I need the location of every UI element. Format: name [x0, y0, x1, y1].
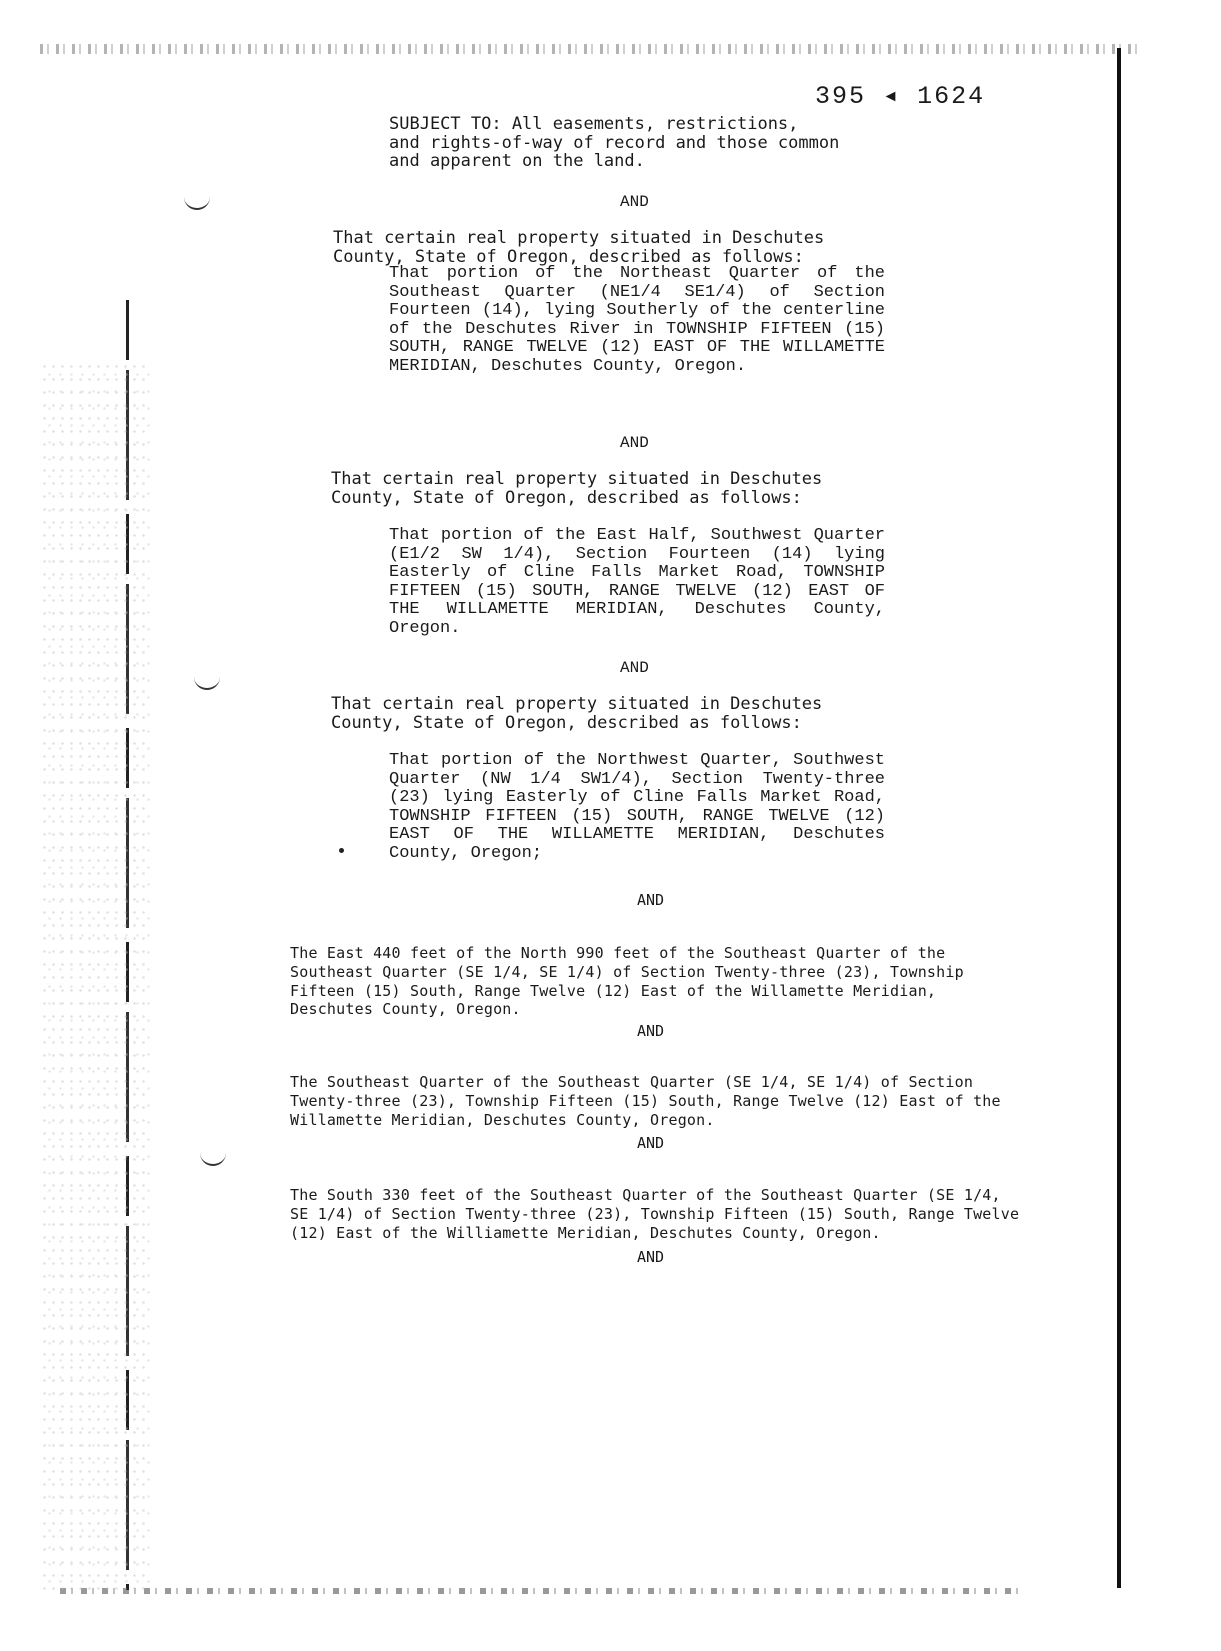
parcel-description: That portion of the East Half, Southwest Quarter (E1/2 SW 1/4), Section Fourteen (14) lying Easterly of Cline Falls Market Road, TOWNSHIP FIFTEEN (15) SOUTH, RANGE TWELVE (12) EAST OF THE WILLAMETTE MERIDIAN, Deschutes County, Oregon.	[389, 526, 885, 638]
parcel-description: The East 440 feet of the North 990 feet of the Southeast Quarter of the Southeast Quarter (SE 1/4, SE 1/4) of Section Twenty-three (23), Township Fifteen (15) South, Range Twelve (12) East of the Willamette Meridian, Deschutes County, Oregon.	[290, 944, 964, 1019]
parcel-description: The Southeast Quarter of the Southeast Quarter (SE 1/4, SE 1/4) of Section Twenty-three (23), Township Fifteen (15) South, Range Twelve (12) East of the Willamette Meridian, Deschutes County, Oregon.	[290, 1073, 1001, 1129]
recording-number: 395 ◂ 1624	[815, 82, 986, 111]
right-margin-rule	[1117, 48, 1121, 1588]
scan-speckle-left	[40, 360, 150, 1590]
parcel-description: That portion of the Northeast Quarter of the Southeast Quarter (NE1/4 SE1/4) of Section Fourteen (14), lying Southerly of the centerline of the Deschutes River in TOWNSHIP FIFTEEN (15) SOUTH, RANGE TWELVE (12) EAST OF THE WILLAMETTE MERIDIAN, Deschutes County, Oregon.	[389, 264, 885, 376]
and-separator: AND	[620, 659, 649, 677]
scan-noise-bottom	[60, 1588, 1020, 1594]
scan-noise-top	[40, 44, 1140, 54]
and-separator: AND	[637, 891, 665, 909]
and-separator: AND	[637, 1022, 665, 1040]
binder-hole-mark	[200, 1152, 226, 1166]
stray-dot-mark	[339, 848, 344, 853]
and-separator: AND	[620, 193, 649, 211]
property-intro: That certain real property situated in Deschutes County, State of Oregon, described as follows:	[331, 469, 823, 508]
property-intro: That certain real property situated in Deschutes County, State of Oregon, described as follows:	[333, 228, 825, 267]
binder-hole-mark	[184, 196, 210, 210]
binder-hole-mark	[194, 676, 220, 690]
subject-to-clause: SUBJECT TO: All easements, restrictions, and rights-of-way of record and those common and apparent on the land.	[389, 114, 840, 172]
and-separator: AND	[637, 1134, 665, 1152]
and-separator: AND	[620, 434, 649, 452]
property-intro: That certain real property situated in Deschutes County, State of Oregon, described as follows:	[331, 694, 823, 733]
and-separator: AND	[637, 1248, 665, 1266]
parcel-description: The South 330 feet of the Southeast Quarter of the Southeast Quarter (SE 1/4, SE 1/4) of Section Twenty-three (23), Township Fifteen (15) South, Range Twelve (12) East of the Williamette Meridian, Deschutes County, Oregon.	[290, 1186, 1020, 1242]
parcel-description: That portion of the Northwest Quarter, Southwest Quarter (NW 1/4 SW1/4), Section Twenty-three (23) lying Easterly of Cline Falls Market Road, TOWNSHIP FIFTEEN (15) SOUTH, RANGE TWELVE (12) EAST OF THE WILLAMETTE MERIDIAN, Deschutes County, Oregon;	[389, 751, 885, 863]
